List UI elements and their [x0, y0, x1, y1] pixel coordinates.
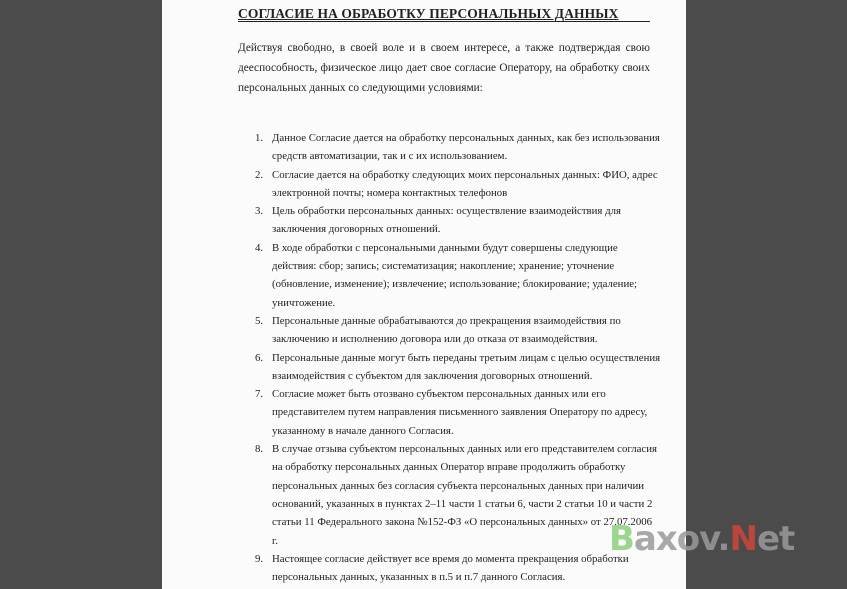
- item-text-line: г.: [272, 534, 278, 547]
- item-number: 5.: [255, 314, 264, 327]
- list-item: [255, 312, 665, 349]
- item-number: 1.: [255, 132, 264, 144]
- list-item: [255, 440, 665, 550]
- item-number: 2.: [255, 168, 264, 181]
- list-item: [255, 166, 665, 203]
- item-text-line: Персональные данные обрабатываются до прекращения взаимодействия по: [272, 314, 621, 327]
- list-item: [255, 239, 665, 312]
- item-text-line: взаимодействия с субъектом для заключения договорных отношений.: [272, 369, 593, 382]
- item-text-line: статьи 11 Федерального закона №152-ФЗ «О персональных данных» от 27.07.2006: [272, 516, 653, 529]
- watermark-logo: Baxov.Net: [609, 519, 795, 559]
- item-text-line: В случае отзыва субъектом персональных данных или его представителем согласия: [272, 443, 657, 456]
- conditions-list: [255, 129, 665, 586]
- item-number: 7.: [255, 388, 264, 401]
- item-text-line: заключению и исполнению договора или до отказа от взаимодействия.: [272, 333, 598, 346]
- item-text-line: представителем путем направления письменного заявления Оператору по адресу,: [272, 406, 648, 419]
- item-number: 6.: [255, 351, 264, 364]
- item-number: 8.: [255, 443, 264, 456]
- item-text-line: Персональные данные могут быть переданы третьим лицам с целью осуществления: [272, 351, 661, 364]
- intro-line: Действуя свободно, в своей воле и в своем интересе, а также подтверждая свою: [238, 42, 650, 54]
- item-text-line: электронной почты; номера контактных телефонов: [272, 186, 508, 199]
- item-text-line: на обработку персональных данных Оператор вправе продолжить обработку: [272, 461, 626, 474]
- document-page: [162, 0, 686, 589]
- item-text-line: Согласие дается на обработку следующих моих персональных данных: ФИО, адрес: [272, 168, 658, 181]
- list-item: [255, 349, 665, 386]
- list-item: [255, 550, 665, 587]
- item-text-line: Данное Согласие дается на обработку персональных данных, как без использования: [272, 132, 660, 144]
- item-text-line: указанному в начале данного Согласия.: [272, 424, 454, 437]
- item-text-line: уничтожение.: [272, 296, 336, 309]
- item-text-line: Цель обработки персональных данных: осуществление взаимодействия для: [272, 205, 621, 218]
- item-text-line: персональных данных, указанных в п.5 и п.7 данного Согласия.: [272, 571, 566, 584]
- item-number: 3.: [255, 205, 264, 218]
- item-text-line: средств автоматизации, так и с их использованием.: [272, 150, 508, 163]
- item-text-line: В ходе обработки с персональными данными будут совершены следующие: [272, 241, 618, 254]
- item-text-line: оснований, указанных в пунктах 2–11 части 1 статьи 6, части 2 статьи 10 и части 2: [272, 497, 653, 510]
- item-text-line: заключения договорных отношений.: [272, 223, 441, 236]
- intro-line: персональных данных со следующими условиями:: [238, 82, 483, 94]
- item-text-line: Согласие может быть отозвано субъектом персональных данных или его: [272, 388, 606, 401]
- item-number: 4.: [255, 241, 264, 254]
- list-item: [255, 129, 665, 166]
- item-text-line: Настоящее согласие действует все время до момента прекращения обработки: [272, 552, 629, 565]
- intro-line: дееспособность, физическое лицо дает свое согласие Оператору, на обработку своих: [238, 62, 650, 74]
- list-item: [255, 202, 665, 239]
- item-text-line: персональных данных без согласия субъекта персональных данных при наличии: [272, 479, 645, 492]
- document-title: СОГЛАСИЕ НА ОБРАБОТКУ ПЕРСОНАЛЬНЫХ ДАННЫХ: [238, 6, 650, 22]
- item-text-line: (обновление, изменение); извлечение; использование; блокирование; удаление;: [272, 278, 638, 291]
- item-number: 9.: [255, 552, 264, 565]
- item-text-line: действия: сбор; запись; систематизация; накопление; хранение; уточнение: [272, 260, 615, 273]
- intro-paragraph: [238, 38, 650, 98]
- list-item: [255, 385, 665, 440]
